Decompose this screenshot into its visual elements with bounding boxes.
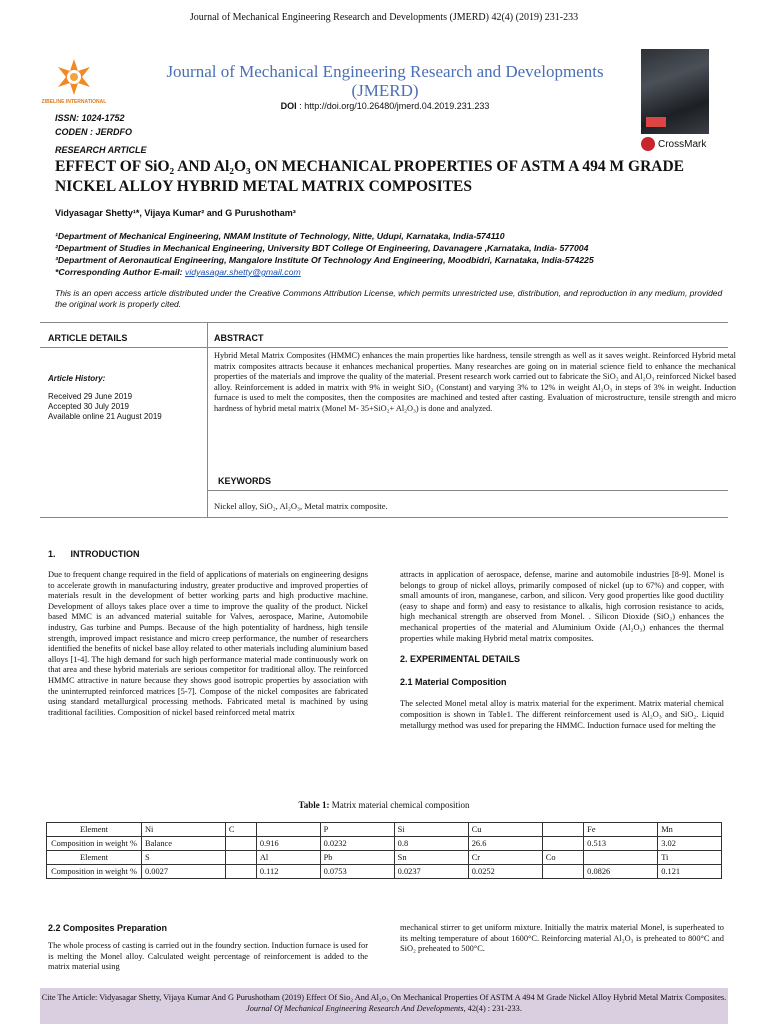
table-cell: 0.0232 [320, 837, 394, 851]
doi-label: DOI [280, 101, 297, 111]
composites-preparation-text-2: mechanical stirrer to get uniform mixture. Initially the matrix material Monel, is superheated to its melting temperature of about 1600°C. Reinforcing material Al₂O₃ is preheated to 800°C and SiO₂ preheated to 500°C. [400, 923, 724, 954]
table-caption-text: Matrix material chemical composition [329, 800, 470, 810]
corresponding-author [55, 266, 735, 278]
table-cell: 0.0826 [584, 865, 658, 879]
keywords-heading: KEYWORDS [218, 476, 272, 486]
open-access-notice: This is an open access article distributed under the Creative Commons Attribution License, which permits unrestricted use, distribution, and reproduction in any medium, provided the original work is properly cited. [55, 288, 723, 309]
introduction-col2: attracts in application of aerospace, defense, marine and automobile industries [8-9]. Monel is belongs to group of nickel alloys, primarily composed of nickel (up to 67%) and copper, with small amounts of iron, manganese, carbon, and silicon. Very good properties like good ductility (easy to shape and form) and easy to resistance to alkalis, high corrosion resistance to acids, high mechanical strength are observed from Monel. . Silicon Dioxide (SiO₂) enhances the mechanical properties of the material and Aluminium Oxide (Al₂O₃) enhances the thermal properties while making Hybrid metal matrix composites. [400, 570, 724, 643]
table-cell: 0.0237 [394, 865, 468, 879]
crossmark-icon [641, 137, 655, 151]
issn-coden [55, 111, 132, 139]
keywords-divider [207, 490, 728, 491]
table-cell: Balance [142, 837, 226, 851]
cover-badge-icon [646, 117, 666, 127]
authors: Vidyasagar Shetty¹*, Vijaya Kumar² and G Purushotham³ [55, 208, 296, 218]
table-cell [542, 823, 583, 837]
received-date: Received 29 June 2019 [48, 392, 133, 401]
citation-text: Cite The Article: Vidyasagar Shetty, Vijaya Kumar And G Purushotham (2019) Effect Of Sio₂ And Al₂o₃ On Mechanical Properties Of ASTM A 494 M Grade Nickel Alloy Hybrid Metal Matrix Composites. [41, 993, 727, 1002]
keywords-text: Nickel alloy, SiO₂, Al₂O₃, Metal matrix composite. [214, 501, 388, 511]
column-divider [207, 322, 208, 517]
citation-suffix: , 42(4) : 231-233. [463, 1004, 522, 1013]
article-title: EFFECT OF SiO₂ AND Al₂O₃ ON MECHANICAL PROPERTIES OF ASTM A 494 M GRADE NICKEL ALLOY HYBRID METAL MATRIX COMPOSITES [55, 158, 685, 195]
table-row [47, 865, 722, 879]
issn: ISSN: 1024-1752 [55, 113, 125, 123]
table-caption [0, 800, 768, 810]
affiliations [55, 230, 735, 278]
introduction-heading: 1. INTRODUCTION [48, 549, 140, 559]
accepted-date: Accepted 30 July 2019 [48, 402, 129, 411]
table-cell [225, 851, 256, 865]
doi-link[interactable]: : http://doi.org/10.26480/jmerd.04.2019.231.233 [299, 101, 490, 111]
affiliation-3: ³Department of Aeronautical Engineering, Mangalore Institute Of Technology And Engineering, Moodbidri, Karnataka, India-574225 [55, 255, 594, 265]
table-cell: Sn [394, 851, 468, 865]
table-caption-label: Table 1: [298, 800, 330, 810]
table-cell: 0.0252 [468, 865, 542, 879]
divider-top [40, 322, 728, 323]
table-cell: Cr [468, 851, 542, 865]
article-type: RESEARCH ARTICLE [55, 145, 147, 155]
table-cell: Composition in weight % [47, 865, 142, 879]
composites-preparation-heading: 2.2 Composites Preparation [48, 923, 168, 933]
abstract-heading: ABSTRACT [214, 333, 264, 343]
table-cell: S [142, 851, 226, 865]
corresponding-label: *Corresponding Author E-mail: [55, 267, 185, 277]
table-cell [256, 823, 320, 837]
table-cell: 0.513 [584, 837, 658, 851]
table-cell: Element [47, 823, 142, 837]
table-cell: C [225, 823, 256, 837]
doi-line [160, 101, 610, 111]
running-head: Journal of Mechanical Engineering Research and Developments (JMERD) 42(4) (2019) 231-233 [189, 12, 579, 23]
table-cell [542, 837, 583, 851]
table-cell: 0.0027 [142, 865, 226, 879]
table-cell: Cu [468, 823, 542, 837]
coden: CODEN : JERDFO [55, 127, 133, 137]
table-cell: Element [47, 851, 142, 865]
affiliation-1: ¹Department of Mechanical Engineering, NMAM Institute of Technology, Nitte, Udupi, Karnataka, India-574110 [55, 231, 505, 241]
crossmark-badge[interactable] [641, 137, 706, 151]
table-cell: 0.121 [658, 865, 722, 879]
table-cell: Pb [320, 851, 394, 865]
crossmark-label: CrossMark [658, 138, 707, 150]
citation-journal: Journal Of Mechanical Engineering Research And Developments [246, 1004, 464, 1013]
citation-footer [40, 988, 728, 1024]
table-cell: Si [394, 823, 468, 837]
table-cell: Ti [658, 851, 722, 865]
article-history [48, 374, 162, 422]
table-row [47, 837, 722, 851]
table-cell [584, 851, 658, 865]
table-cell: 26.6 [468, 837, 542, 851]
online-date: Available online 21 August 2019 [48, 412, 162, 421]
table-cell: Mn [658, 823, 722, 837]
introduction-col1: Due to frequent change required in the field of applications of materials on engineering designs to accelerate growth in manufacturing industry, greater productive and improved properties of materials result in the development of better working parts and high productive machine. Development of alloys takes place over a time to improve the quality of the product. Nickel based MMC is an advanced material suitable for Valves, aerospace, Marine, Automobile industry, Gas turbine and Pumps. Because of the high potentiality of hardness, high tensile strength, improved impact resistance and micro creep performance, the number of researchers identified the benefits of nickel base alloy related to other materials including aluminium based alloys [1-4]. The high demand for such high performance material made continuously work on that area and these hybrid materials are serious competitor for traditional alloy. The reinforced HMMC attractive in nature because they shows good isotropic properties by association with the uninterrupted reinforced matrices [5-7]. Compose of the nickel composites are fabricated using standard metallurgical processing methods. Fabricated metal is machined by using traditional facilities. Composition of nickel based reinforced metal matrix [48, 570, 368, 717]
composites-preparation-text-1: The whole process of casting is carried out in the foundry section. Induction furnace is used for is melting the Monel alloy. Calculated weight percentage of reinforcement is added to the matrix material using [48, 941, 368, 972]
divider-under-headings [40, 347, 728, 348]
abstract-text: Hybrid Metal Matrix Composites (HMMC) enhances the main properties like hardness, tensile strength as well as it saves weight. Reinforced Hybrid metal matrix composites attracts because it enhances mechanical properties. Many researches are going on in material science field to enhance the mechanical properties of the materials and improve the quality of the material. Present research work carried out to fabricate the SiO₂ and Al₂O₃ reinforced Nickel based alloy. Reinforcement is added in matrix with 9% in weight SiO₂ (Constant) and varying 3% to 12% in weight Al₂O₃ in steps of 3% in weight. Induction furnace is used to melt the composites, then the composites are machined and tested after casting. Evaluation of microstructure, tensile strength and micro hardness of hybrid metal matrix (Monel M- 35+SiO₂+ Al₂O₃) is done and analyzed. [214, 351, 736, 413]
table-cell: Co [542, 851, 583, 865]
affiliation-2: ²Department of Studies in Mechanical Engineering, University BDT College Of Engineering, Davanagere ,Karnataka, India- 577004 [55, 243, 589, 253]
composition-table [46, 822, 722, 879]
publisher-logo [35, 55, 113, 109]
table-cell: 0.112 [256, 865, 320, 879]
table-cell [225, 865, 256, 879]
logo-text: ZIBELINE INTERNATIONAL [41, 99, 107, 105]
history-label: Article History: [48, 374, 106, 383]
table-row [47, 851, 722, 865]
right-column [400, 570, 724, 731]
table-cell: 0.8 [394, 837, 468, 851]
table-cell: Ni [142, 823, 226, 837]
material-composition-heading: 2.1 Material Composition [400, 676, 507, 687]
table-cell: 0.916 [256, 837, 320, 851]
article-details-heading: ARTICLE DETAILS [48, 333, 128, 343]
table-cell: Al [256, 851, 320, 865]
table-cell: 0.0753 [320, 865, 394, 879]
table-cell [542, 865, 583, 879]
table-cell: P [320, 823, 394, 837]
divider-bottom [40, 517, 728, 518]
table-cell: Composition in weight % [47, 837, 142, 851]
experimental-heading: 2. EXPERIMENTAL DETAILS [400, 654, 521, 665]
email-link[interactable]: vidyasagar.shetty@gmail.com [185, 267, 301, 277]
table-cell: Fe [584, 823, 658, 837]
table-row [47, 823, 722, 837]
journal-title: Journal of Mechanical Engineering Research and Developments (JMERD) [166, 62, 604, 100]
journal-cover-image [641, 49, 709, 134]
table-cell: 3.02 [658, 837, 722, 851]
material-composition-text: The selected Monel metal alloy is matrix material for the experiment. Matrix material chemical composition is shown in Table1. The different reinforcement used is Al₂O₃ and SiO₂. Liquid metallurgy method was used for preparing the HMMC. Induction furnace used for melting the [400, 699, 724, 730]
table-cell [225, 837, 256, 851]
